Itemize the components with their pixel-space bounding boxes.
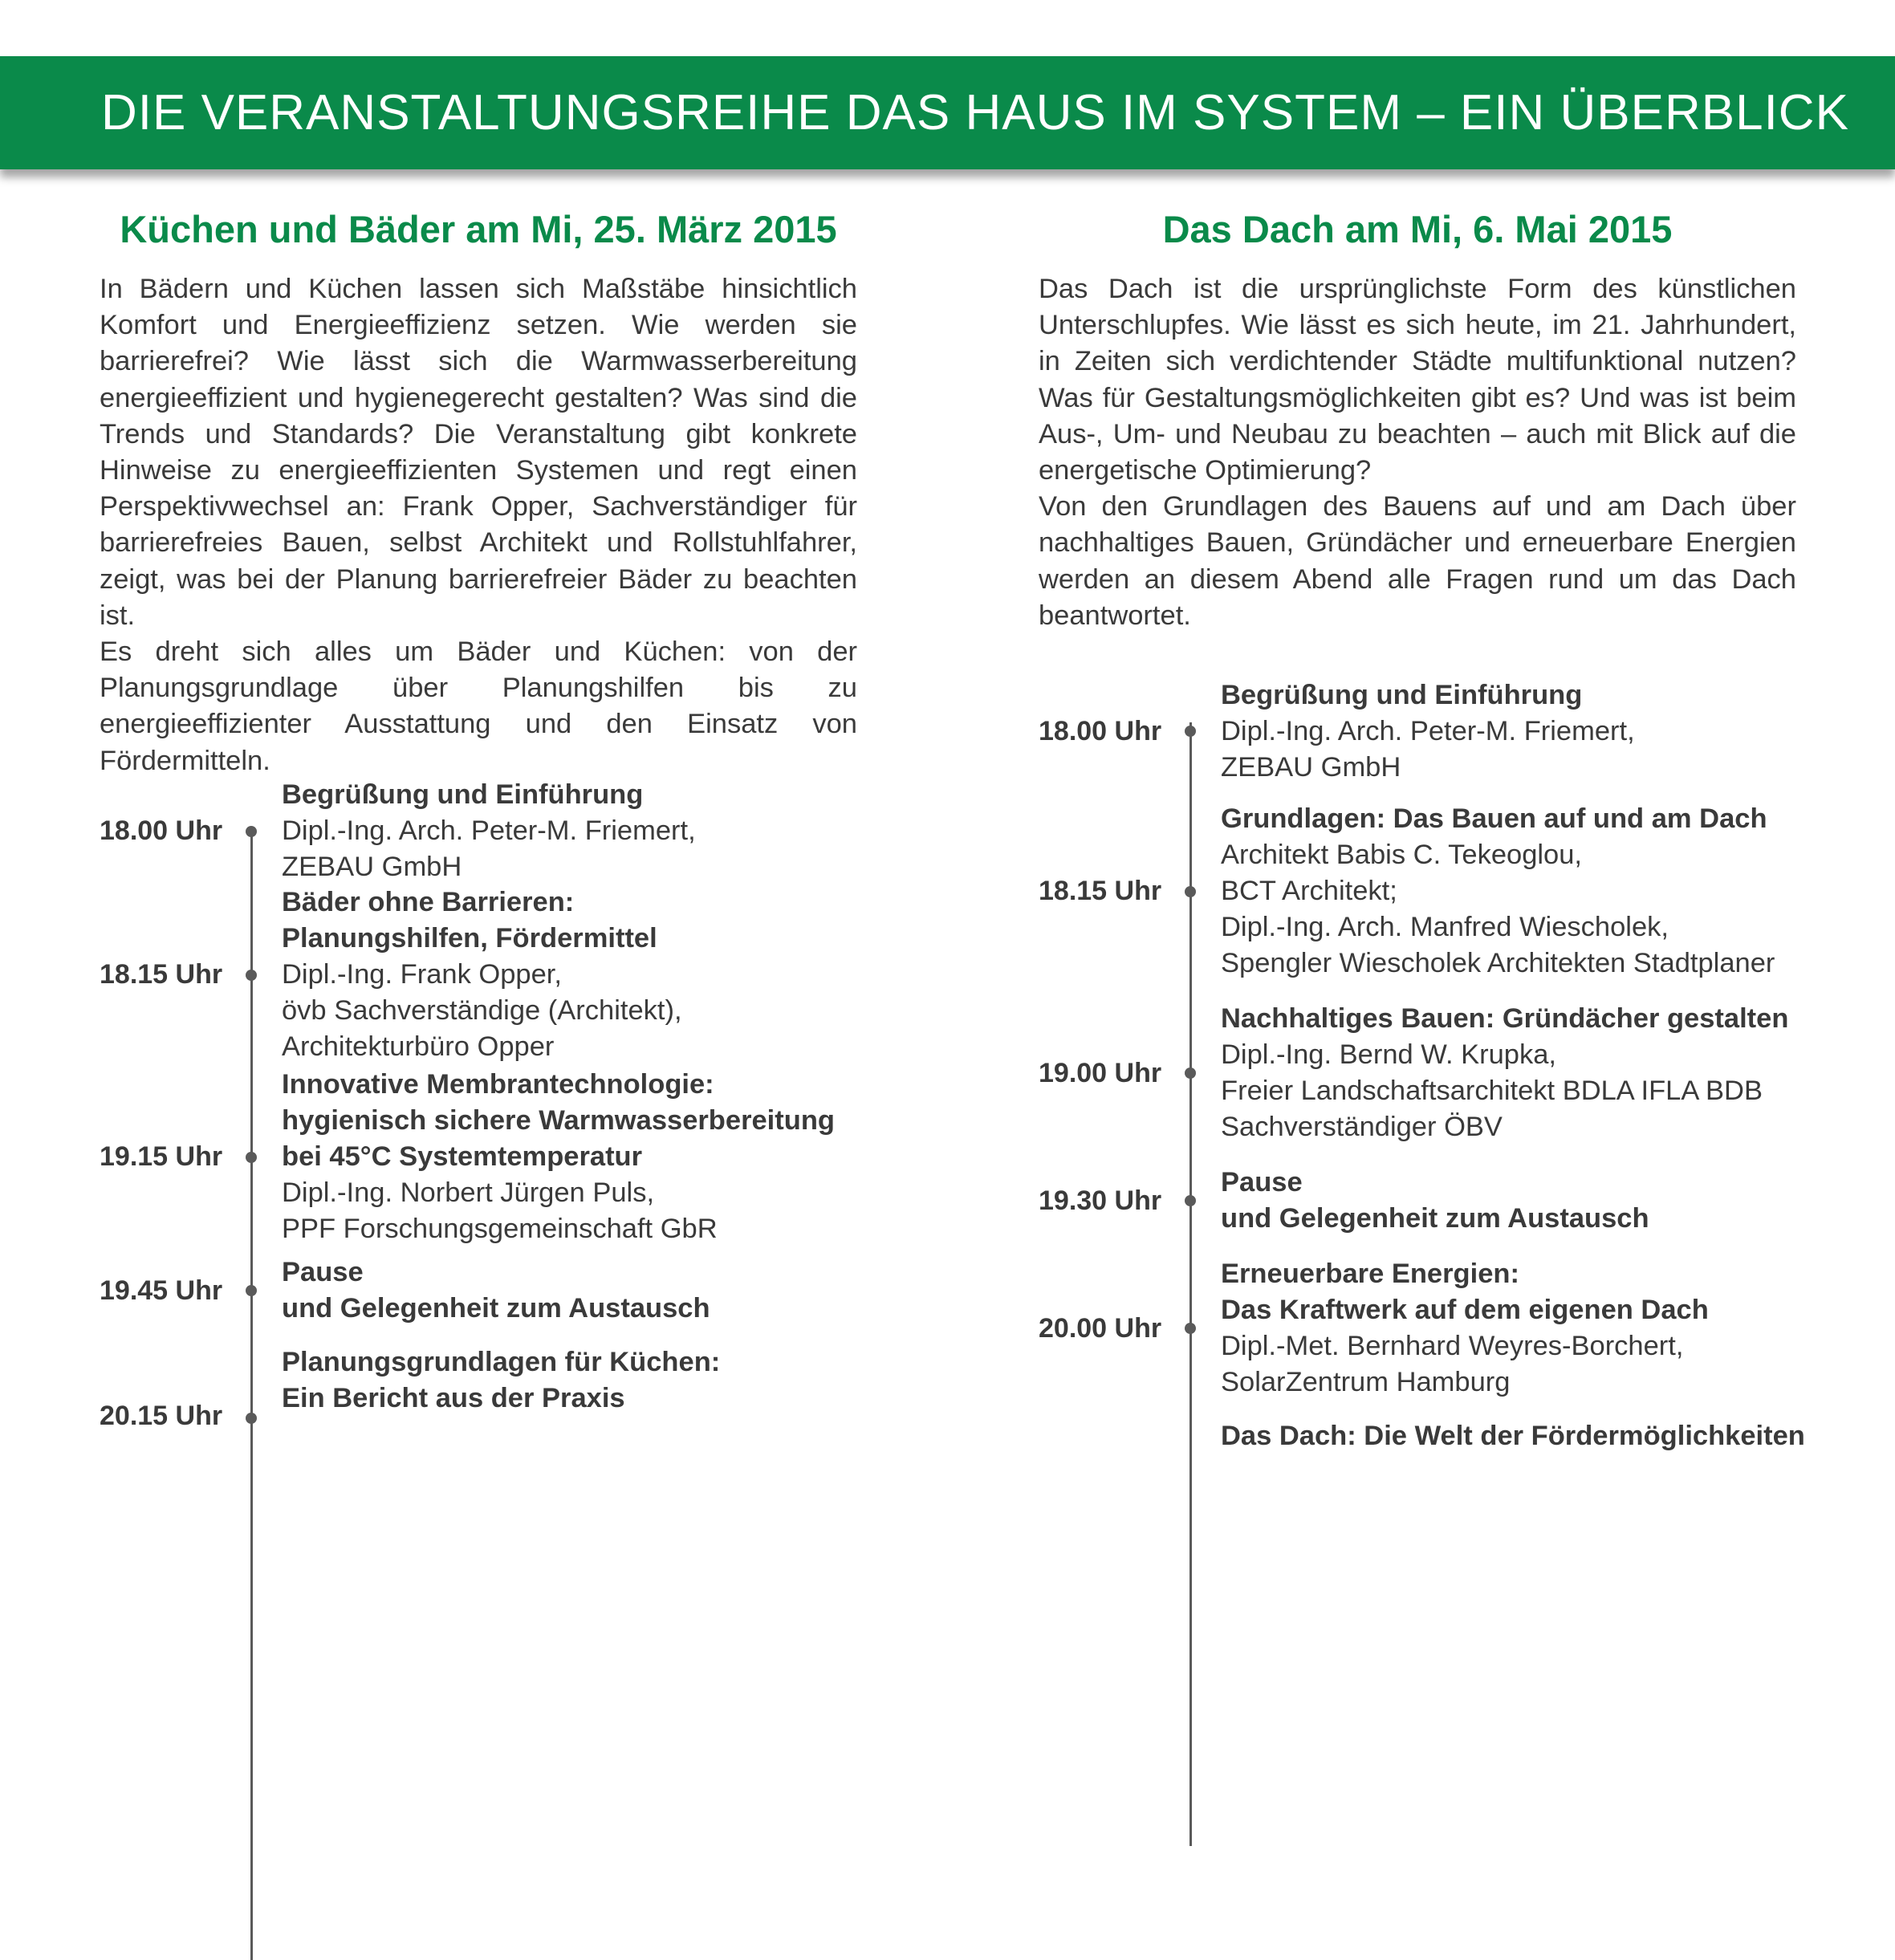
schedule-time: 18.15 Uhr bbox=[100, 959, 223, 990]
timeline-dot bbox=[1185, 1195, 1196, 1206]
schedule-speaker: Sachverständiger ÖBV bbox=[1221, 1112, 1503, 1142]
schedule-title: Erneuerbare Energien: bbox=[1221, 1259, 1519, 1289]
schedule-item bbox=[1039, 677, 1796, 785]
schedule-title: Grundlagen: Das Bauen auf und am Dach bbox=[1221, 803, 1767, 834]
schedule-item bbox=[100, 1069, 857, 1244]
description-paragraph: Es dreht sich alles um Bäder und Küchen: von der Planungsgrundlage über Planungshilfen bis zu energieeffizienter Ausstattung und den Einsatz von Fördermitteln. bbox=[100, 636, 857, 776]
timeline-dot bbox=[1185, 1323, 1196, 1334]
schedule-title: Bäder ohne Barrieren: bbox=[282, 887, 575, 917]
schedule-time: 19.00 Uhr bbox=[1039, 1057, 1162, 1088]
schedule-item bbox=[1039, 801, 1796, 982]
schedule-title: und Gelegenheit zum Austausch bbox=[1221, 1203, 1649, 1234]
schedule-speaker: Dipl.-Ing. Bernd W. Krupka, bbox=[1221, 1039, 1557, 1070]
schedule-title: und Gelegenheit zum Austausch bbox=[282, 1293, 710, 1324]
schedule-speaker: Dipl.-Ing. Arch. Peter-M. Friemert, bbox=[282, 815, 696, 846]
timeline-dot bbox=[246, 970, 257, 981]
schedule-time: 18.00 Uhr bbox=[1039, 715, 1162, 746]
description-paragraph: Von den Grundlagen des Bauens auf und am Dach über nachhaltiges Bauen, Gründächer und erneuerbare Energien werden an diesem Abend alle Fragen rund um das Dach beantwortet. bbox=[1039, 491, 1796, 631]
timeline-dot bbox=[246, 1413, 257, 1424]
schedule-speaker: BCT Architekt; bbox=[1221, 876, 1397, 906]
page-title: DIE VERANSTALTUNGSREIHE DAS HAUS IM SYSTEM – EIN ÜBERBLICK bbox=[101, 85, 1849, 140]
schedule-title: Planungsgrundlagen für Küchen: bbox=[282, 1347, 721, 1377]
schedule-speaker: Dipl.-Ing. Frank Opper, bbox=[282, 959, 562, 990]
schedule-title: bei 45°C Systemtemperatur bbox=[282, 1141, 643, 1172]
timeline-dot bbox=[1185, 1067, 1196, 1079]
schedule-title: Pause bbox=[1221, 1167, 1303, 1198]
schedule-speaker: PPF Forschungsgemeinschaft GbR bbox=[282, 1214, 718, 1244]
event-title: Das Dach am Mi, 6. Mai 2015 bbox=[1162, 208, 1673, 250]
event-column-kuechen-baeder bbox=[100, 199, 857, 1431]
timeline-dot bbox=[1185, 886, 1196, 897]
schedule-title: Pause bbox=[282, 1257, 364, 1287]
schedule-speaker: Dipl.-Met. Bernhard Weyres-Borchert, bbox=[1221, 1331, 1684, 1361]
schedule-title: Planungshilfen, Fördermittel bbox=[282, 923, 657, 954]
timeline-dot bbox=[246, 826, 257, 837]
schedule-speaker: Architekt Babis C. Tekeoglou, bbox=[1221, 840, 1583, 870]
schedule-speaker: Spengler Wiescholek Architekten Stadtplaner bbox=[1221, 948, 1775, 978]
schedule-time: 20.00 Uhr bbox=[1039, 1312, 1162, 1344]
timeline-dot bbox=[246, 1152, 257, 1163]
schedule-item bbox=[100, 1344, 857, 1489]
event-column-dach bbox=[1039, 199, 1805, 1451]
schedule-title: Ein Bericht aus der Praxis bbox=[282, 1383, 625, 1413]
schedule-speaker: Dipl.-Ing. Norbert Jürgen Puls, bbox=[282, 1177, 655, 1208]
event-schedule bbox=[100, 779, 857, 1507]
timeline-dot bbox=[246, 1285, 257, 1296]
event-title: Küchen und Bäder am Mi, 25. März 2015 bbox=[120, 208, 837, 250]
schedule-time: 19.45 Uhr bbox=[100, 1275, 223, 1306]
schedule-item bbox=[100, 887, 857, 1062]
schedule-item bbox=[100, 1254, 857, 1327]
schedule-time: 20.15 Uhr bbox=[100, 1401, 223, 1431]
event-schedule bbox=[1039, 677, 1805, 1484]
schedule-title: Das Dach: Die Welt der Fördermöglichkeiten bbox=[1221, 1421, 1805, 1451]
schedule-title: Begrüßung und Einführung bbox=[282, 779, 644, 810]
schedule-item bbox=[1039, 1001, 1796, 1145]
schedule-speaker: ZEBAU GmbH bbox=[1221, 751, 1401, 783]
schedule-title: Begrüßung und Einführung bbox=[1221, 679, 1583, 710]
schedule-speaker: övb Sachverständige (Architekt), bbox=[282, 995, 682, 1026]
schedule-title: Nachhaltiges Bauen: Gründächer gestalten bbox=[1221, 1003, 1789, 1034]
schedule-item bbox=[100, 779, 857, 882]
schedule-speaker: Dipl.-Ing. Arch. Manfred Wiescholek, bbox=[1221, 912, 1669, 942]
schedule-item bbox=[1039, 1256, 1796, 1401]
event-description bbox=[1039, 271, 1796, 705]
schedule-time: 19.15 Uhr bbox=[100, 1141, 223, 1172]
schedule-speaker: Freier Landschaftsarchitekt BDLA IFLA BDB bbox=[1221, 1076, 1763, 1106]
schedule-speaker: Architekturbüro Opper bbox=[282, 1031, 555, 1062]
schedule-time: 19.30 Uhr bbox=[1039, 1185, 1162, 1216]
schedule-time: 18.15 Uhr bbox=[1039, 876, 1162, 906]
description-paragraph: Das Dach ist die ursprünglichste Form des künstlichen Unterschlupfes. Wie lässt es sich heute, im 21. Jahrhundert, in Zeiten sich verdichtender Städte multifunktional nutzen? Was für Gestaltungsmöglichkeiten gibt es? Und was ist beim Aus-, Um- und Neubau zu beachten – auch mit Blick auf die energetische Optimierung? bbox=[1039, 274, 1796, 486]
event-description bbox=[100, 271, 857, 776]
schedule-speaker: SolarZentrum Hamburg bbox=[1221, 1367, 1511, 1397]
schedule-item bbox=[1039, 1165, 1796, 1237]
schedule-speaker: ZEBAU GmbH bbox=[282, 852, 462, 882]
schedule-speaker: Dipl.-Ing. Arch. Peter-M. Friemert, bbox=[1221, 715, 1635, 746]
schedule-time: 18.00 Uhr bbox=[100, 815, 223, 846]
schedule-title: hygienisch sichere Warmwasserbereitung bbox=[282, 1105, 835, 1136]
schedule-item bbox=[1039, 1418, 1805, 1466]
schedule-title: Innovative Membrantechnologie: bbox=[282, 1069, 714, 1100]
schedule-title: Das Kraftwerk auf dem eigenen Dach bbox=[1221, 1295, 1709, 1325]
description-paragraph: In Bädern und Küchen lassen sich Maßstäbe hinsichtlich Komfort und Energieeffizienz setzen. Wie werden sie barrierefrei? Wie lässt sich die Warmwasserbereitung energieeffizient und hygienegerecht gestalten? Was sind die Trends und Standards? Die Veranstaltung gibt konkrete Hinweise zu energieeffizienten Systemen und regt einen Perspektivwechsel an: Frank Opper, Sachverständiger für barrierefreies Bauen, selbst Architekt und Rollstuhlfahrer, zeigt, was bei der Planung barrierefreier Bäder zu beachten ist. bbox=[100, 274, 857, 631]
timeline-dot bbox=[1185, 726, 1196, 737]
header-banner bbox=[0, 56, 1895, 169]
